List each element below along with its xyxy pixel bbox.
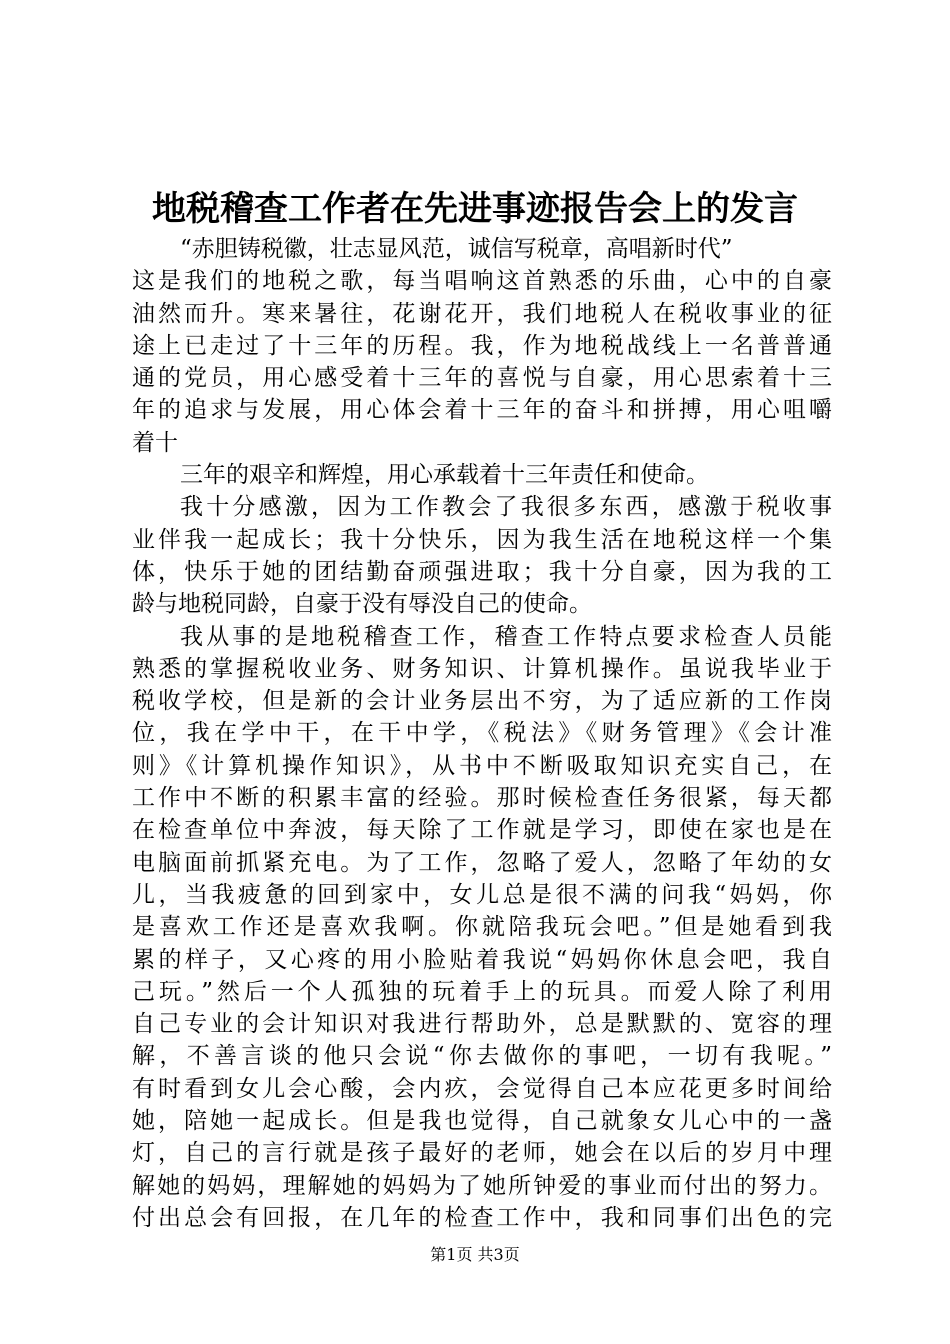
text-line: 电脑面前抓紧充电。为了工作，忽略了爱人，忽略了年幼的女 bbox=[132, 849, 832, 876]
text-line: 通的党员，用心感受着十三年的喜悦与自豪，用心思索着十三 bbox=[132, 365, 832, 392]
text-line: 有时看到女儿会心酸，会内疚，会觉得自己本应花更多时间给 bbox=[132, 1075, 832, 1102]
text-line: 龄与地税同龄，自豪于没有辱没自己的使命。 bbox=[132, 591, 592, 618]
text-line: 业伴我一起成长；我十分快乐，因为我生活在地税这样一个集 bbox=[132, 526, 832, 553]
text-line: 着十 bbox=[132, 429, 178, 456]
text-line: 累的样子，又心疼的用小脸贴着我说“妈妈你休息会吧，我自 bbox=[132, 946, 832, 973]
text-line: 我从事的是地税稽查工作，稽查工作特点要求检查人员能 bbox=[180, 623, 832, 650]
text-line: 灯，自己的言行就是孩子最好的老师，她会在以后的岁月中理 bbox=[132, 1140, 832, 1167]
text-line: 付出总会有回报，在几年的检查工作中，我和同事们出色的完 bbox=[132, 1204, 832, 1231]
text-line: 熟悉的掌握税收业务、财务知识、计算机操作。虽说我毕业于 bbox=[132, 655, 832, 682]
text-line: 体，快乐于她的团结勤奋顽强进取；我十分自豪，因为我的工 bbox=[132, 558, 832, 585]
text-line: 途上已走过了十三年的历程。我，作为地税战线上一名普普通 bbox=[132, 332, 832, 359]
text-line: 我十分感激，因为工作教会了我很多东西，感激于税收事 bbox=[180, 494, 832, 521]
text-line: 位，我在学中干，在干中学，《税法》《财务管理》《会计准 bbox=[132, 720, 832, 747]
text-line: 在检查单位中奔波，每天除了工作就是学习，即使在家也是在 bbox=[132, 817, 832, 844]
text-line: “赤胆铸税徽，壮志显风范，诚信写税章，高唱新时代” bbox=[180, 236, 733, 262]
text-line: 自己专业的会计知识对我进行帮助外，总是默默的、宽容的理 bbox=[132, 1011, 832, 1038]
document-body bbox=[132, 233, 832, 1234]
text-line: 儿，当我疲惫的回到家中，女儿总是很不满的问我“妈妈，你 bbox=[132, 881, 832, 908]
text-line: 税收学校，但是新的会计业务层出不穷，为了适应新的工作岗 bbox=[132, 688, 832, 715]
text-line: 解，不善言谈的他只会说“你去做你的事吧，一切有我呢。” bbox=[132, 1043, 832, 1070]
text-line: 这是我们的地税之歌，每当唱响这首熟悉的乐曲，心中的自豪 bbox=[132, 268, 832, 295]
page-footer: 第1页 共3页 bbox=[430, 1245, 520, 1264]
text-line: 己玩。”然后一个人孤独的玩着手上的玩具。而爱人除了利用 bbox=[132, 978, 832, 1005]
text-line: 她，陪她一起成长。但是我也觉得，自己就象女儿心中的一盏 bbox=[132, 1108, 832, 1135]
text-line: 年的追求与发展，用心体会着十三年的奋斗和拼搏，用心咀嚼 bbox=[132, 397, 832, 424]
text-line: 三年的艰辛和辉煌，用心承载着十三年责任和使命。 bbox=[180, 462, 709, 489]
text-line: 油然而升。寒来暑往，花谢花开，我们地税人在税收事业的征 bbox=[132, 300, 832, 327]
page-title: 地税稽查工作者在先进事迹报告会上的发言 bbox=[152, 189, 798, 229]
text-line: 则》《计算机操作知识》，从书中不断吸取知识充实自己，在 bbox=[132, 752, 832, 779]
text-line: 工作中不断的积累丰富的经验。那时候检查任务很紧，每天都 bbox=[132, 785, 832, 812]
text-line: 解她的妈妈，理解她的妈妈为了她所钟爱的事业而付出的努力。 bbox=[132, 1172, 832, 1199]
text-line: 是喜欢工作还是喜欢我啊。你就陪我玩会吧。”但是她看到我 bbox=[132, 914, 832, 941]
